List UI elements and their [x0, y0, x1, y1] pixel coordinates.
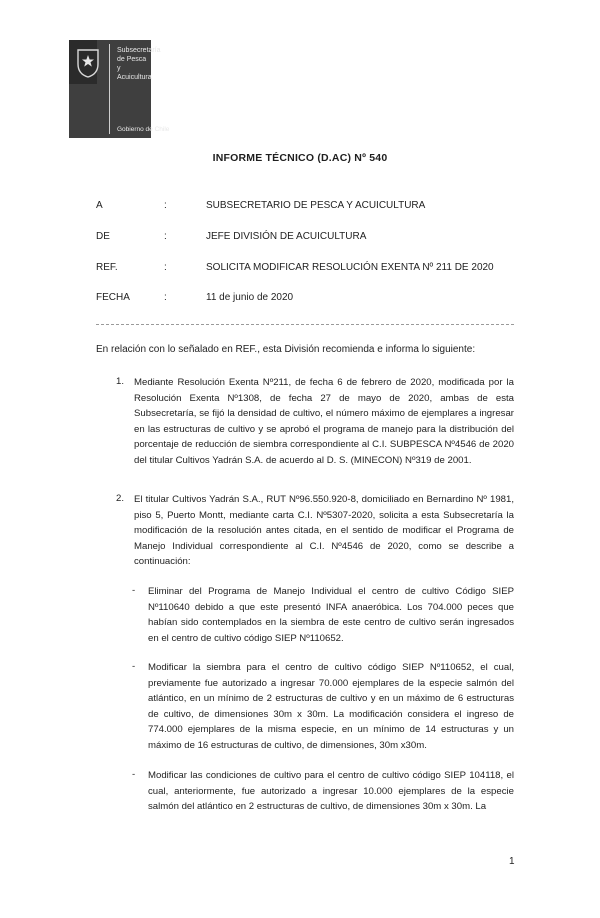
coat-of-arms-icon — [75, 46, 101, 78]
header-key: REF. — [96, 262, 118, 273]
header-value: SOLICITA MODIFICAR RESOLUCIÓN EXENTA Nº 211 DE 2020 — [206, 262, 494, 273]
item-paragraph: Mediante Resolución Exenta Nº211, de fecha 6 de febrero de 2020, modificada por la Resolución Exenta Nº1308, de fecha 27 de mayo de 2020, ambas de esta Subsecretaría, se fijó la densidad de cultivo, el número máximo de ejemplares a ingresar en las estructuras de cultivo y se aprobó el programa de manejo para la distribución del porcentaje de reducción de siembra correspondiente al C.I. SUBPESCA Nº4546 de 2020 del titular Cultivos Yadrán S.A. de acuerdo al D. S. (MINECON) Nº319 de 2001. — [134, 377, 514, 466]
bullet-paragraph: Modificar las condiciones de cultivo para el centro de cultivo código SIEP 104118, el cual, anteriormente, fue autorizado a ingresar 10.000 ejemplares de la especie salmón del atlántico en 2 estructuras de cultivo, de dimensiones 30m x 30m. La — [148, 770, 514, 813]
header-key: DE — [96, 231, 110, 242]
item-number: 1. — [116, 376, 125, 387]
header-value: JEFE DIVISIÓN DE ACUICULTURA — [206, 231, 367, 242]
logo-line-1: Subsecretaría — [117, 47, 161, 54]
logo-line-2: de Pesca y — [117, 56, 147, 72]
header-sep: : — [164, 292, 167, 303]
header-sep: : — [164, 200, 167, 211]
page-number: 1 — [509, 856, 515, 867]
bullet-dash: - — [132, 769, 136, 780]
logo-line-3: Acuicultura — [117, 74, 152, 81]
header-value: SUBSECRETARIO DE PESCA Y ACUICULTURA — [206, 200, 426, 211]
item-number: 2. — [116, 493, 125, 504]
logo-government: Gobierno de Chile — [117, 126, 170, 133]
header-divider — [96, 324, 514, 325]
bullet-dash: - — [132, 661, 136, 672]
header-value: 11 de junio de 2020 — [206, 292, 294, 303]
item-paragraph: El titular Cultivos Yadrán S.A., RUT Nº96.550.920-8, domiciliado en Bernardino Nº 1981, piso 5, Puerto Montt, mediante carta C.I. Nº5307-2020, solicita a esta Subsecretaría la modificación de la resolución antes citada, en el sentido de modificar el Programa de Manejo Individual correspondiente al C.I. Nº4546 de 2020, como se describe a continuación: — [134, 494, 514, 568]
header-key: A — [96, 200, 103, 211]
intro-paragraph: En relación con lo señalado en REF., esta División recomienda e informa lo siguiente: — [96, 344, 476, 355]
document-title: INFORME TÉCNICO (D.AC) Nº 540 — [212, 152, 388, 164]
logo-divider — [109, 44, 110, 134]
header-sep: : — [164, 262, 167, 273]
bullet-paragraph: Eliminar del Programa de Manejo Individual el centro de cultivo Código SIEP Nº110640 debido a que este presentó INFA anaeróbica. Los 704.000 peces que habían sido contemplados en la siembra de este centro de cultivo serán ingresados en el centro de cultivo código SIEP Nº110652. — [148, 586, 514, 644]
institution-logo — [69, 40, 170, 138]
bullet-paragraph: Modificar la siembra para el centro de cultivo código SIEP Nº110652, el cual, previamente fue autorizado a ingresar 70.000 ejemplares de la especie salmón del atlántico, en un mínimo de 2 estructuras de cultivo y en un máximo de 6 estructuras de cultivo, de dimensiones 30m x 30m. La modificación considera el ingreso de 774.000 ejemplares de la misma especie, en un mínimo de 14 estructuras y un máximo de 16 estructuras de cultivo, de dimensiones, 30m x30m. — [148, 662, 514, 751]
logo-org-name — [117, 46, 161, 82]
bullet-dash: - — [132, 585, 136, 596]
header-sep: : — [164, 231, 167, 242]
header-key: FECHA — [96, 292, 130, 303]
